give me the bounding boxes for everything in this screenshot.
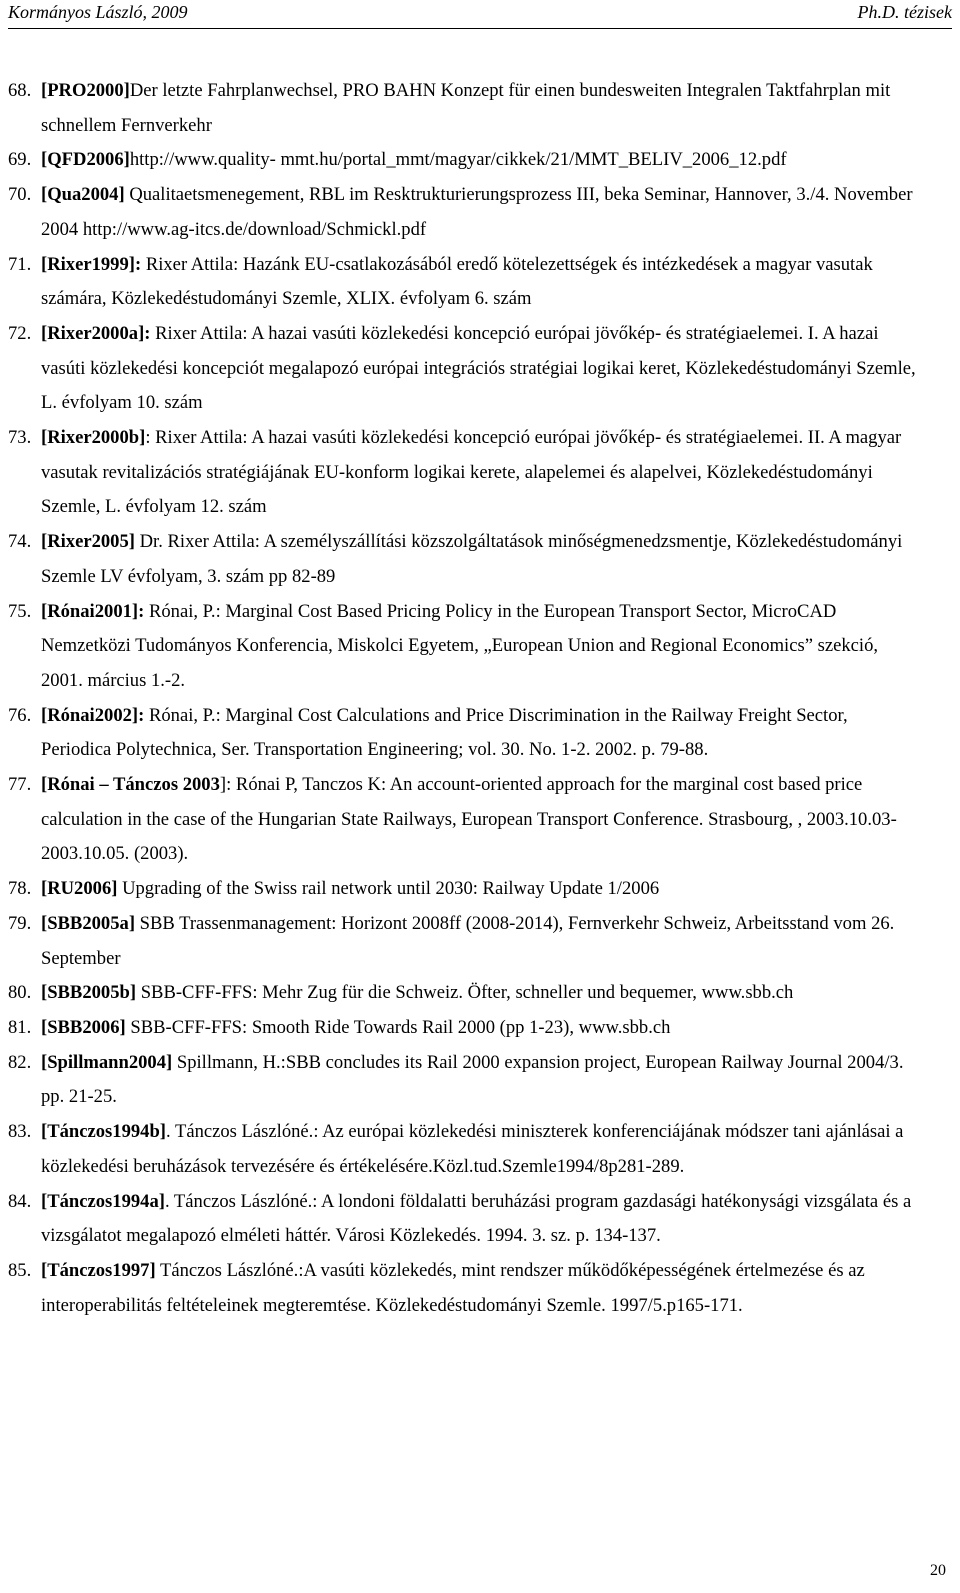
- reference-item: [8, 317, 918, 421]
- reference-text: SBB-CFF-FFS: Smooth Ride Towards Rail 2000 (pp 1-23), www.sbb.ch: [125, 1016, 671, 1038]
- reference-number: 71.: [8, 253, 32, 275]
- reference-item: [8, 143, 918, 178]
- reference-number: 68.: [8, 80, 32, 101]
- reference-key: [RU2006]: [41, 878, 118, 900]
- reference-number: 81.: [8, 1016, 32, 1038]
- reference-text: . Tánczos Lászlóné.: A londoni földalatti beruházási program gazdasági hatékonysági vizsgálata és a vizsgálatot megalapozó elméleti háttér. Városi Közlekedés. 1994. 3. sz. p. 134-137.: [41, 1190, 912, 1247]
- reference-body: [41, 872, 918, 907]
- reference-text: ]: Rónai P, Tanczos K: An account-oriented approach for the marginal cost based price calculation in the case of the Hungarian State Railways, European Transport Conference. Strasbourg, , 2003.10.03-2003.10.05. (2003).: [41, 774, 897, 865]
- reference-number: 78.: [8, 878, 32, 900]
- reference-number: 72.: [8, 322, 32, 344]
- reference-number: 74.: [8, 531, 32, 553]
- reference-text: : Rixer Attila: A hazai vasúti közlekedési koncepció európai jövőkép- és stratégiaelemei. II. A magyar vasutak revitalizációs stratégiájának EU-konform logikai kerete, alapelemei és alapelvei, Közlekedéstudományi Szemle, L. évfolyam 12. szám: [41, 427, 902, 518]
- reference-body: [41, 317, 918, 421]
- reference-key: [Qua2004]: [41, 184, 125, 206]
- reference-text: Rónai, P.: Marginal Cost Based Pricing Policy in the European Transport Sector, MicroCAD Nemzetközi Tudományos Konferencia, Miskolci Egyetem, „European Union and Regional Economics” szekció, 2001. március 1.-2.: [41, 600, 879, 691]
- reference-item: [8, 1254, 918, 1323]
- reference-body: [41, 421, 918, 525]
- reference-text: Dr. Rixer Attila: A személyszállítási közszolgáltatások minőségmenedzsmentje, Közlekedéstudományi Szemle LV évfolyam, 3. szám pp 82-89: [41, 531, 903, 587]
- reference-text: http://www.quality- mmt.hu/portal_mmt/magyar/cikkek/21/MMT_BELIV_2006_12.pdf: [129, 149, 787, 171]
- reference-body: [41, 699, 918, 768]
- reference-item: [8, 1011, 918, 1046]
- reference-text: SBB-CFF-FFS: Mehr Zug für die Schweiz. Öfter, schneller und bequemer, www.sbb.ch: [136, 982, 794, 1004]
- reference-text: Upgrading of the Swiss rail network until 2030: Railway Update 1/2006: [117, 878, 660, 900]
- reference-text: Rixer Attila: Hazánk EU-csatlakozásából eredő kötelezettségek és intézkedések a magyar vasutak számára, Közlekedéstudományi Szemle, XLIX. évfolyam 6. szám: [41, 253, 873, 310]
- reference-item: [8, 768, 918, 872]
- reference-number: 73.: [8, 427, 32, 449]
- reference-key: [Rixer2000b]: [41, 427, 146, 449]
- reference-key: [Rónai2002]:: [41, 704, 145, 726]
- reference-key: [SBB2005a]: [41, 912, 136, 934]
- reference-number: 77.: [8, 774, 32, 796]
- reference-number: 70.: [8, 184, 32, 206]
- reference-number: 83.: [8, 1121, 32, 1143]
- reference-key: [SBB2006]: [41, 1016, 126, 1038]
- reference-text: . Tánczos Lászlóné.: Az európai közlekedési miniszterek konferenciájának módszer tani ajánlásai a közlekedési beruházások tervezésére és értékelésére.Közl.tud.Szemle1994/8p281-289.: [41, 1121, 904, 1177]
- reference-text: SBB Trassenmanagement: Horizont 2008ff (2008-2014), Fernverkehr Schweiz, Arbeitsstand vom 26. September: [41, 912, 895, 969]
- reference-item: [8, 699, 918, 768]
- reference-body: [41, 976, 918, 1011]
- reference-number: 84.: [8, 1190, 32, 1212]
- header-title: Ph.D. tézisek: [857, 2, 952, 22]
- reference-body: [41, 248, 918, 317]
- reference-body: [41, 1011, 918, 1046]
- reference-text: Rónai, P.: Marginal Cost Calculations and Price Discrimination in the Railway Freight Sector, Periodica Polytechnica, Ser. Transportation Engineering; vol. 30. No. 1-2. 2002. p. 79-88.: [41, 704, 848, 761]
- reference-item: [8, 1046, 918, 1115]
- page-number: 20: [930, 1562, 946, 1579]
- reference-item: [8, 178, 918, 247]
- reference-body: [41, 74, 918, 143]
- reference-text: Der letzte Fahrplanwechsel, PRO BAHN Konzept für einen bundesweiten Integralen Taktfahrplan mit schnellem Fernverkehr: [41, 80, 891, 136]
- reference-body: [41, 178, 918, 247]
- reference-text: Qualitaetsmenegement, RBL im Resktrukturierungsprozess III, beka Seminar, Hannover, 3./4. November 2004 http://www.ag-itcs.de/download/Schmickl.pdf: [41, 184, 913, 240]
- reference-key: [PRO2000]: [41, 80, 130, 101]
- reference-body: [41, 1185, 918, 1254]
- reference-key: [Rixer2000a]:: [41, 322, 151, 344]
- reference-number: 80.: [8, 982, 32, 1004]
- reference-number: 75.: [8, 600, 32, 622]
- reference-body: [41, 1115, 918, 1184]
- reference-item: [8, 1115, 918, 1184]
- reference-key: [SBB2005b]: [41, 982, 137, 1004]
- reference-item: [8, 248, 918, 317]
- reference-key: [Rónai – Tánczos 2003: [41, 774, 220, 796]
- reference-body: [41, 768, 918, 872]
- reference-number: 85.: [8, 1259, 32, 1281]
- reference-item: [8, 976, 918, 1011]
- reference-key: [Spillmann2004]: [41, 1051, 173, 1073]
- reference-key: [Rixer1999]:: [41, 253, 142, 275]
- reference-number: 82.: [8, 1051, 32, 1073]
- reference-key: [Tánczos1997]: [41, 1259, 156, 1281]
- reference-list: [8, 74, 918, 1323]
- reference-number: 79.: [8, 912, 32, 934]
- reference-key: [QFD2006]: [41, 149, 130, 171]
- reference-key: [Tánczos1994b]: [41, 1121, 166, 1143]
- reference-number: 76.: [8, 704, 32, 726]
- reference-item: [8, 421, 918, 525]
- reference-body: [41, 595, 918, 699]
- reference-item: [8, 74, 918, 143]
- reference-body: [41, 1254, 918, 1323]
- reference-key: [Tánczos1994a]: [41, 1190, 165, 1212]
- reference-text: Rixer Attila: A hazai vasúti közlekedési koncepció európai jövőkép- és stratégiaelemei. I. A hazai vasúti közlekedési koncepciót megalapozó európai integrációs stratégiai logikai keret, Közlekedéstudományi Szemle, L. évfolyam 10. szám: [41, 322, 916, 414]
- page-header: [8, 0, 952, 29]
- reference-body: [41, 525, 918, 594]
- reference-text: Tánczos Lászlóné.:A vasúti közlekedés, mint rendszer működőképességének értelmezése és az interoperabilitás feltételeinek megteremtése. Közlekedéstudományi Szemle. 1997/5.p165-171.: [41, 1259, 865, 1316]
- reference-body: [41, 143, 918, 178]
- reference-key: [Rónai2001]:: [41, 600, 145, 622]
- reference-number: 69.: [8, 149, 32, 171]
- reference-item: [8, 872, 918, 907]
- reference-key: [Rixer2005]: [41, 531, 135, 553]
- reference-item: [8, 1185, 918, 1254]
- header-author: Kormányos László, 2009: [8, 2, 188, 22]
- reference-item: [8, 595, 918, 699]
- reference-body: [41, 1046, 918, 1115]
- reference-item: [8, 525, 918, 594]
- reference-text: Spillmann, H.:SBB concludes its Rail 2000 expansion project, European Railway Journal 2004/3. pp. 21-25.: [41, 1051, 904, 1108]
- reference-item: [8, 907, 918, 976]
- reference-body: [41, 907, 918, 976]
